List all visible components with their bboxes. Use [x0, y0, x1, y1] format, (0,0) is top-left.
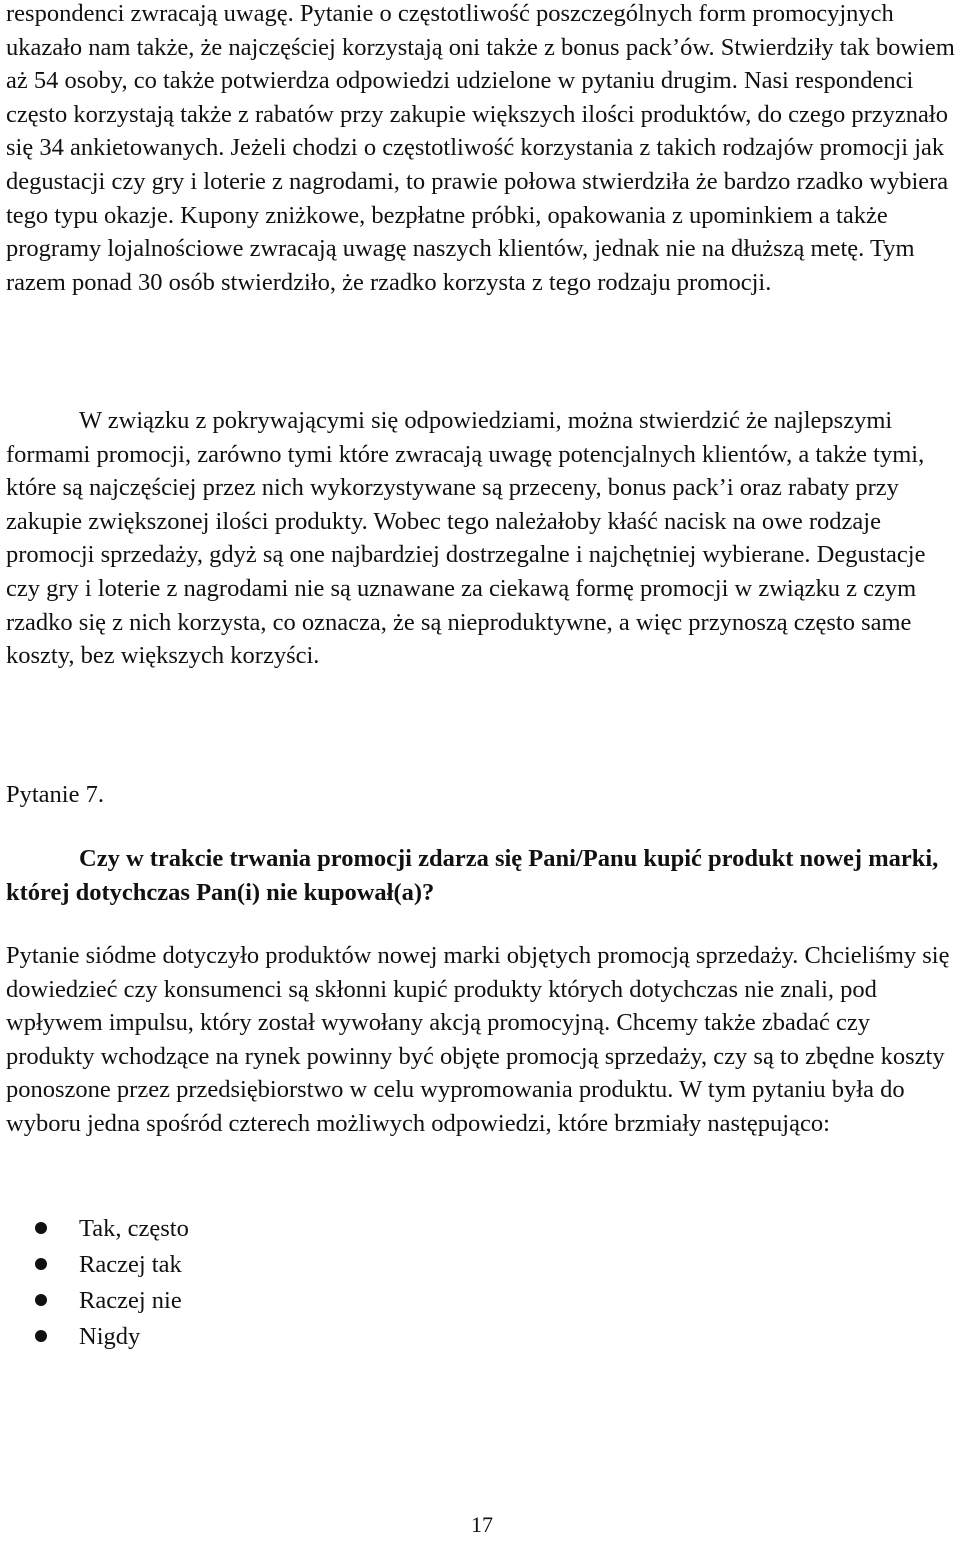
bullet-icon — [35, 1294, 47, 1306]
paragraph-conclusion: W związku z pokrywającymi się odpowiedziami, można stwierdzić że najlepszymi formami promocji, zarówno tymi które zwracają uwagę potencjalnych klientów, a także tymi, które są najczęściej przez nich wykorzystywane są przeceny, bonus pack’i oraz rabaty przy zakupie zwiększonej ilości produkty. Wobec tego należałoby kłaść nacisk na owe rodzaje promocji sprzedaży, gdyż są one najbardziej dostrzegalne i najchętniej wybierane. Degustacje czy gry i loterie z nagrodami nie są uznawane za ciekawą formę promocji w związku z czym rzadko się z nich korzysta, co oznacza, że są nieproduktywne, a więc przynoszą często same koszty, bez większych korzyści. — [6, 407, 926, 670]
list-item — [6, 1283, 189, 1319]
page-number: 17 — [471, 1512, 493, 1537]
bullet-icon — [35, 1222, 47, 1234]
question-number: Pytanie 7. — [6, 781, 104, 808]
option-label: Tak, często — [79, 1215, 189, 1242]
list-item — [6, 1247, 189, 1283]
option-label: Raczej tak — [79, 1251, 182, 1278]
paragraph-question-description: Pytanie siódme dotyczyło produktów nowej marki objętych promocją sprzedaży. Chcieliśmy się dowiedzieć czy konsumenci są skłonni kupić produkty których dotychczas nie znali, pod wpływem impulsu, który został wywołany akcją promocyjną. Chcemy także zbadać czy produkty wchodzące na rynek powinny być objęte promocją sprzedaży, czy są to zbędne koszty ponoszone przez przedsiębiorstwo w celu wypromowania produktu. W tym pytaniu była do wyboru jedna spośród czterech możliwych odpowiedzi, które brzmiały następująco: — [6, 942, 950, 1137]
list-item — [6, 1211, 189, 1247]
option-label: Nigdy — [79, 1323, 141, 1350]
paragraph-results-summary: respondenci zwracają uwagę. Pytanie o częstotliwość poszczególnych form promocyjnych ukazało nam także, że najczęściej korzystają oni także z bonus pack’ów. Stwierdziły tak bowiem aż 54 osoby, co także potwierdza odpowiedzi udzielone w pytaniu drugim. Nasi respondenci często korzystają także z rabatów przy zakupie większych ilości produktów, do czego przyznało się 34 ankietowanych. Jeżeli chodzi o częstotliwość korzystania z takich rodzajów promocji jak degustacji czy gry i loterie z nagrodami, to prawie połowa stwierdziła że bardzo rzadko wybiera tego typu okazje. Kupony zniżkowe, bezpłatne próbki, opakowania z upominkiem a także programy lojalnościowe zwracają uwagę naszych klientów, jednak nie na dłuższą metę. Tym razem ponad 30 osób stwierdziło, że rzadko korzysta z tego rodzaju promocji. — [6, 0, 955, 296]
option-label: Raczej nie — [79, 1287, 182, 1314]
bullet-icon — [35, 1258, 47, 1270]
question-text: Czy w trakcie trwania promocji zdarza się Pani/Panu kupić produkt nowej marki, której dotychczas Pan(i) nie kupował(a)? — [6, 845, 939, 906]
answer-options-list — [6, 1211, 189, 1355]
list-item — [6, 1319, 189, 1355]
bullet-icon — [35, 1330, 47, 1342]
